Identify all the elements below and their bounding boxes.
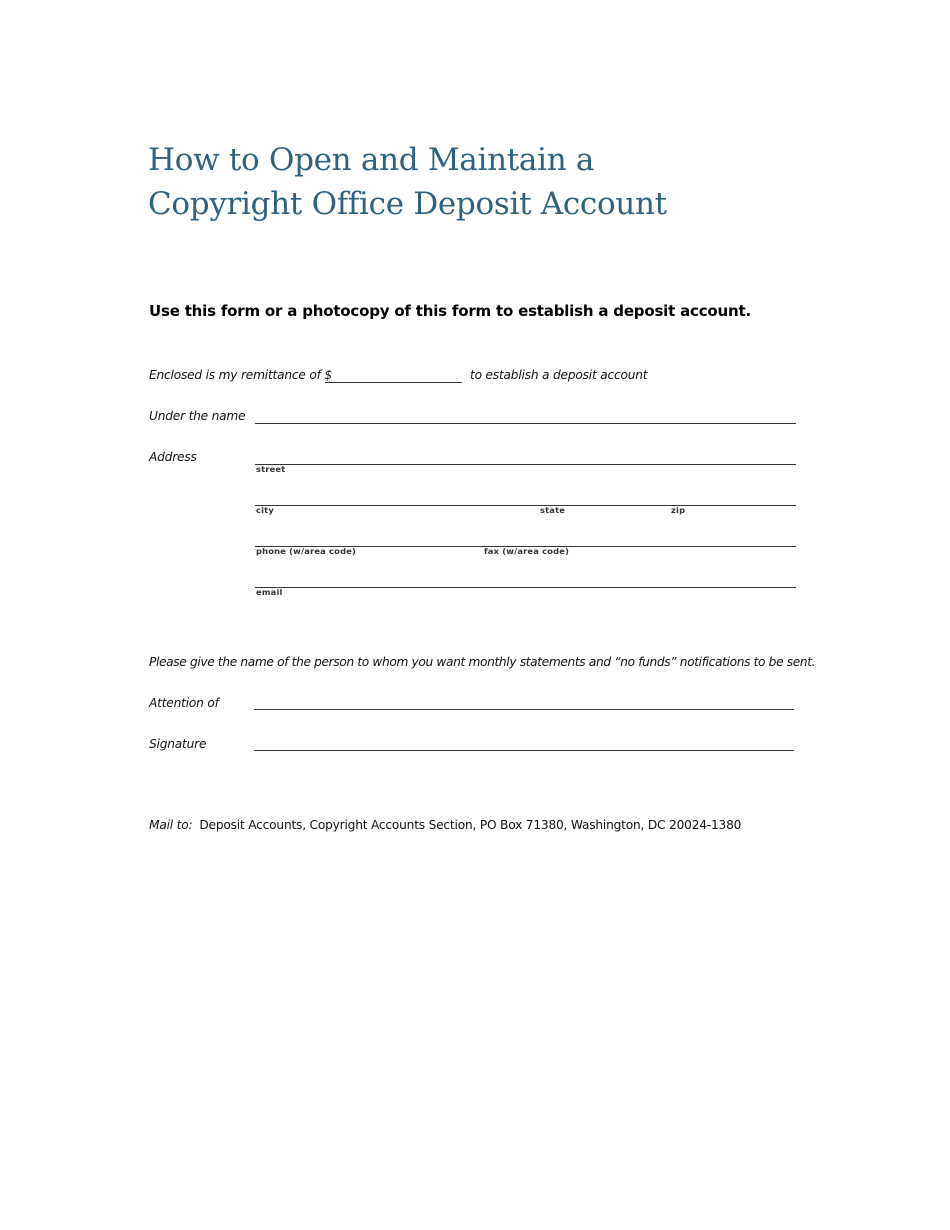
street-field[interactable] bbox=[255, 464, 796, 465]
email-field[interactable] bbox=[255, 587, 796, 588]
fax-caption: fax (w/area code) bbox=[484, 546, 570, 556]
attention-field[interactable] bbox=[254, 709, 794, 710]
street-caption: street bbox=[256, 464, 286, 474]
title-line-2: Copyright Office Deposit Account bbox=[148, 186, 667, 222]
signature-field[interactable] bbox=[254, 750, 794, 751]
name-label: Under the name bbox=[149, 409, 246, 423]
email-caption: email bbox=[256, 587, 283, 597]
form-instruction-heading: Use this form or a photocopy of this form to establish a deposit account. bbox=[149, 302, 751, 320]
notification-instruction: Please give the name of the person to whom you want monthly statements and “no funds” notifications to be sent. bbox=[149, 655, 816, 669]
signature-label: Signature bbox=[149, 737, 207, 751]
address-label: Address bbox=[149, 450, 197, 464]
attention-label: Attention of bbox=[149, 696, 219, 710]
state-caption: state bbox=[540, 505, 566, 515]
mail-to-label: Mail to: bbox=[149, 818, 193, 832]
page-title bbox=[148, 138, 667, 226]
title-line-1: How to Open and Maintain a bbox=[148, 142, 595, 178]
zip-caption: zip bbox=[671, 505, 686, 515]
remittance-prefix-label: Enclosed is my remittance of $ bbox=[149, 368, 332, 382]
remittance-amount-field[interactable] bbox=[325, 382, 462, 383]
city-caption: city bbox=[256, 505, 274, 515]
mailing-address bbox=[149, 818, 741, 832]
mail-to-address: Deposit Accounts, Copyright Accounts Section, PO Box 71380, Washington, DC 20024-1380 bbox=[199, 818, 742, 832]
remittance-suffix-label: to establish a deposit account bbox=[470, 368, 648, 382]
phone-caption: phone (w/area code) bbox=[256, 546, 357, 556]
city-state-zip-field[interactable] bbox=[255, 505, 796, 506]
name-field[interactable] bbox=[255, 423, 796, 424]
